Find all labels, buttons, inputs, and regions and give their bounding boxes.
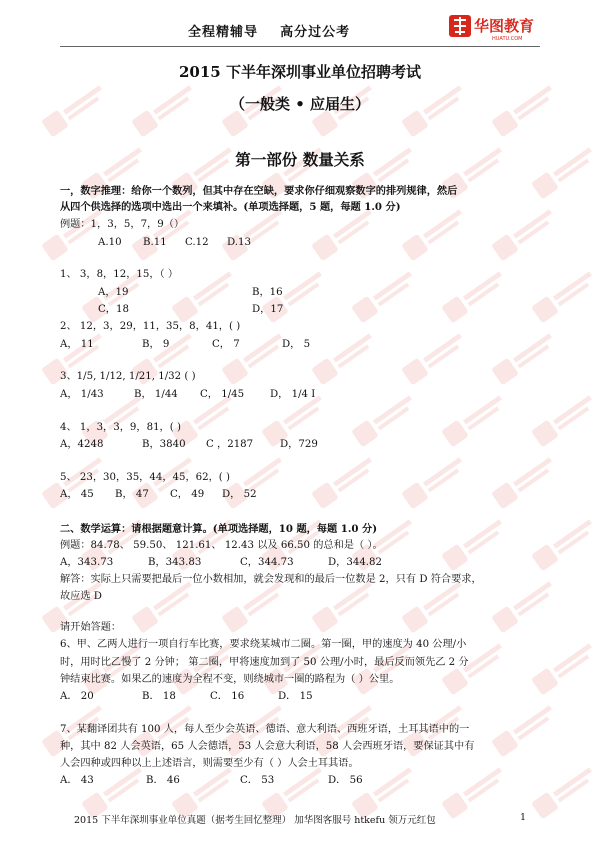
- question-5-option-a: A， 45: [60, 489, 94, 500]
- logo-text: 华图教育: [474, 17, 535, 35]
- question-2-option-b: B， 9: [142, 339, 170, 350]
- section2-explanation-line1: 解答：实际上只需要把最后一位小数相加，就会发现和的最后一位数是 2，只有 D 符合要求，: [60, 574, 482, 585]
- question-1-option-a: A，19: [98, 287, 129, 298]
- watermark-mark: [488, 697, 564, 763]
- watermark-mark: [348, 387, 424, 453]
- watermark-mark: [528, 263, 600, 329]
- question-3-option-c: C， 1/45: [200, 389, 245, 400]
- section1-example-option: D.13: [227, 237, 252, 248]
- question-5-option-c: C， 49: [170, 489, 205, 500]
- question-7-stem-line: 种，其中 82 人会英语，65 人会德语，53 人会意大利语，58 人会西班牙语，要保证其中有: [60, 741, 475, 752]
- question-4-option-b: B，3840: [142, 439, 186, 450]
- question-7-stem-line: 人会四种或四种以上上述语言，则需要至少有（ ）人会土耳其语。: [60, 758, 359, 769]
- logo-subtext: HUATU.COM: [492, 36, 523, 42]
- section2-example-stem: 例题：84.78、 59.50、 121.61、 12.43 以及 66.50 的总和是（ ）。: [60, 540, 383, 551]
- page-footer: [60, 812, 540, 826]
- question-6-option-b: B． 18: [142, 691, 176, 702]
- question-6-stem-line: 钟结束比赛。如果乙的速度为全程不变，则绕城市一圈的路程为（ ）公里。: [60, 674, 400, 685]
- section1-example-stem: 例题：1，3，5，7，9（）: [60, 219, 185, 230]
- watermark-mark: [398, 325, 474, 391]
- question-6-option-d: D． 15: [278, 691, 313, 702]
- section2-example-option-c: C，344.73: [240, 557, 294, 568]
- watermark-mark: [488, 449, 564, 515]
- watermark-mark: [398, 201, 474, 267]
- watermark-mark: [308, 325, 384, 391]
- footer-text: 2015 下半年深圳事业单位真题（据考生回忆整理） 加华图客服号 htkefu 领万元红包: [74, 815, 436, 826]
- sub-title: （一般类 • 应届生）: [229, 95, 371, 113]
- question-7-option-d: D． 56: [328, 775, 363, 786]
- section2-example-option-a: A，343.73: [60, 557, 114, 568]
- question-1-stem: 1、 3，8，12，15，（ ）: [60, 269, 179, 280]
- main-title: 2015 下半年深圳事业单位招聘考试: [179, 63, 421, 81]
- watermark-mark: [398, 449, 474, 515]
- question-5-option-d: D， 52: [222, 489, 257, 500]
- watermark-mark: [488, 201, 564, 267]
- question-6-stem-line: 6、甲、乙两人进行一项自行车比赛，要求绕某城市二圈。第一圈，甲的速度为 40 公理/小: [60, 639, 467, 650]
- watermark-mark: [488, 325, 564, 391]
- watermark-mark: [528, 635, 600, 701]
- watermark-mark: [218, 325, 294, 391]
- question-4-stem: 4、 1，3，3，9，81，( ): [60, 422, 181, 433]
- header-slogan: 全程精辅导 高分过公考: [188, 25, 351, 40]
- watermark-mark: [488, 573, 564, 639]
- question-1-option-b: B，16: [252, 287, 283, 298]
- question-2-option-c: C， 7: [212, 339, 240, 350]
- question-1-option-d: D，17: [252, 304, 284, 315]
- section1-example-option: C.12: [185, 237, 209, 248]
- question-3-stem: 3、1/5, 1/12, 1/21, 1/32 ( ): [60, 371, 196, 382]
- section1-heading-line1: 一，数字推理：给你一个数列，但其中存在空缺，要求你仔细观察数字的排列规律，然后: [60, 185, 458, 197]
- question-1-option-c: C，18: [98, 304, 129, 315]
- question-3-option-b: B， 1/44: [134, 389, 178, 400]
- page-header: [60, 10, 540, 44]
- question-5-stem: 5、 23，30，35，44，45，62，( ): [60, 472, 230, 483]
- question-7-option-c: C． 53: [240, 775, 275, 786]
- question-4-option-d: D，729: [280, 439, 318, 450]
- huatu-logo: [448, 12, 544, 42]
- question-4-option-c: C ，2187: [206, 439, 254, 450]
- question-2-option-d: D， 5: [282, 339, 311, 350]
- section2-example-option-b: B，343.83: [148, 557, 202, 568]
- watermark-mark: [348, 263, 424, 329]
- watermark-mark: [528, 139, 600, 205]
- question-7-option-b: B． 46: [146, 775, 180, 786]
- question-6-stem-line: 时，用时比乙慢了 2 分钟； 第二圈，甲将速度加到了 50 公理/小时，最后反而领先乙 2 分: [60, 657, 469, 668]
- huatu-logo-icon: [448, 12, 544, 42]
- section2-explanation-line2: 故应选 D: [60, 591, 102, 602]
- header-divider: [60, 46, 540, 47]
- question-6-option-a: A． 20: [60, 691, 94, 702]
- question-6-option-c: C． 16: [210, 691, 245, 702]
- section1-example-option: A.10: [98, 237, 122, 248]
- watermark-mark: [528, 387, 600, 453]
- page-number: 1: [519, 812, 526, 823]
- watermark-mark: [308, 449, 384, 515]
- part-title: 第一部份 数量关系: [235, 150, 365, 169]
- watermark-mark: [438, 387, 514, 453]
- question-5-option-b: B， 47: [115, 489, 149, 500]
- watermark-mark: [528, 511, 600, 577]
- question-3-option-a: A， 1/43: [60, 389, 104, 400]
- question-7-stem-line: 7、某翻译团共有 100 人，每人至少会英语、德语、意大利语、西班牙语，土耳其语中的一: [60, 724, 470, 735]
- section2-example-option-d: D，344.82: [328, 557, 383, 568]
- question-2-option-a: A， 11: [60, 339, 94, 350]
- section2-heading: 二、数学运算：请根据题意计算。(单项选择题，10 题，每题 1.0 分): [60, 523, 378, 535]
- question-3-option-d: D， 1/4 I: [270, 389, 316, 400]
- question-7-option-a: A． 43: [60, 775, 94, 786]
- section1-example-option: B.11: [143, 237, 167, 248]
- question-4-option-a: A，4248: [60, 439, 104, 450]
- watermark-mark: [438, 263, 514, 329]
- question-2-stem: 2、 12，3，29，11，35，8，41，( ): [60, 321, 241, 332]
- start-prompt: 请开始答题：: [60, 622, 122, 633]
- watermark-mark: [438, 511, 514, 577]
- section1-heading-line2: 从四个供选择的选项中选出一个来填补。(单项选择题，5 题，每题 1.0 分): [60, 201, 401, 213]
